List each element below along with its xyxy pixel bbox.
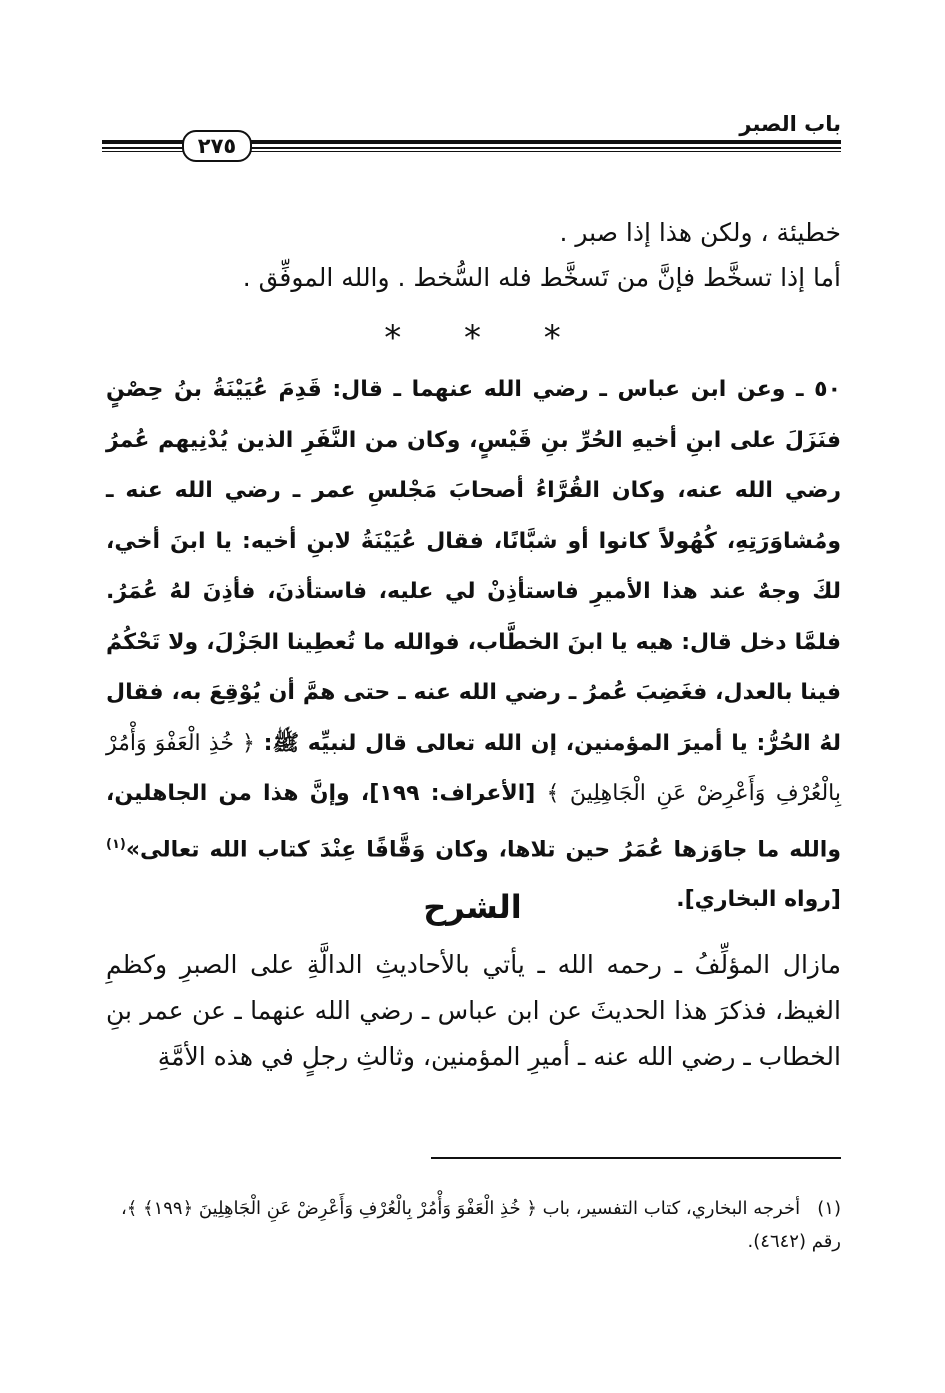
chapter-title: باب الصبر (739, 112, 841, 136)
intro-paragraph (106, 210, 841, 300)
hadith-text: ٥٠ ـ وعن ابن عباس ـ رضي الله عنهما ـ قال: قَدِمَ عُيَيْنَةُ بنُ حِصْنٍ فنَزَلَ على ابنِ أخيهِ الحُرِّ بنِ قَيْسٍ، وكان من النَّفَرِ الذين يُدْنِيهم عُمرُ رضي الله عنه، وكان القُرَّاءُ أصحابَ مَجْلسِ عمر ـ رضي الله عنه ـ ومُشاوَرَتِهِ، كُهُولاً كانوا أو شبَّانًا، فقال عُيَيْنَةُ لابنِ أخيه: يا ابنَ أخي، لكَ وجهٌ عند هذا الأميرِ فاستأذِنْ لي عليه، فاستأذنَ، فأذِنَ لهُ عُمَرُ. فلمَّا دخل قال: هيه يا ابنَ الخطَّاب، فوالله ما تُعطِينا الجَزْلَ، ولا تَحْكُمُ فينا بالعدل، فغَضِبَ عُمرُ ـ رضي الله عنه ـ حتى همَّ أن يُوْقِعَ به، فقال لهُ الحُرُّ: يا أميرَ المؤمنين، إن الله تعالى قال لنبيِّه ﷺ: (106, 377, 841, 756)
hadith-text: [الأعراف: ١٩٩]، وإنَّ هذا من الجاهلين، والله ما جاوَزها عُمَرُ حين تلاها، وكان وَقَّافًا عِنْدَ كتاب الله تعالى» (106, 781, 841, 862)
header-rule (102, 136, 841, 156)
footnote-number: (١) (817, 1198, 841, 1219)
quran-verse: ﴿ خُذِ الْعَفْوَ وَأْمُرْ بِالْعُرْفِ وَأَعْرِضْ عَنِ الْجَاهِلِينَ ﴾ (106, 730, 841, 806)
sharh-paragraph: مازال المؤلِّفُ ـ رحمه الله ـ يأتي بالأحاديثِ الدالَّةِ على الصبرِ وكظمِ الغيظ، فذكرَ هذا الحديثَ عن ابن عباس ـ رضي الله عنهما ـ عن عمر بنِ الخطاب ـ رضي الله عنه ـ أميرِ المؤمنين، وثالثِ رجلٍ في هذه الأمَّةِ (106, 950, 841, 1071)
footnote-marker[interactable]: (١) (106, 836, 126, 852)
footnote-text: ، رقم (٤٦٤٢). (120, 1198, 841, 1252)
quran-verse: ﴿ خُذِ الْعَفْوَ وَأْمُرْ بِالْعُرْفِ وَأَعْرِضْ عَنِ الْجَاهِلِينَ ﴿١٩٩﴾ ﴾ (126, 1198, 537, 1219)
intro-line: أما إذا تسخَّط فإنَّ من تَسخَّط فله السُّخط . والله الموفِّق . (242, 263, 841, 292)
hadith-paragraph (106, 365, 841, 926)
section-separator: * * * (384, 318, 561, 358)
page-number: ٢٧٥ (182, 130, 252, 162)
section-heading: الشرح (423, 888, 522, 926)
footnote-divider (431, 1157, 841, 1159)
footnote-text: أخرجه البخاري، كتاب التفسير، باب (542, 1198, 801, 1219)
hadith-source: [رواه البخاري]. (676, 887, 841, 913)
intro-line: خطيئة ، ولكن هذا إذا صبر . (559, 218, 841, 247)
footnote (106, 1192, 841, 1258)
